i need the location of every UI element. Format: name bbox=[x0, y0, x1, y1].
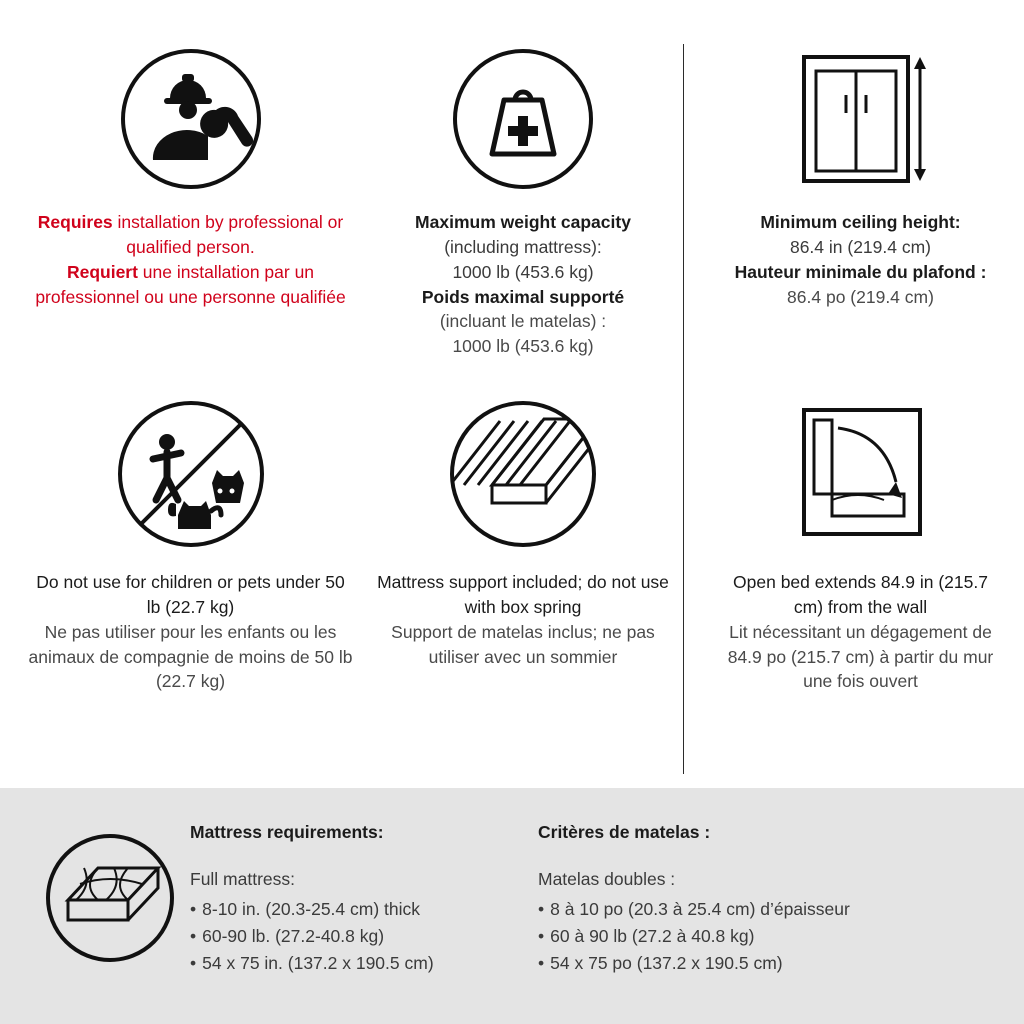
caption-bed-extends-en: Open bed extends 84.9 in (215.7 cm) from the wall bbox=[733, 572, 988, 617]
caption-mattress-support-en: Mattress support included; do not use with box spring bbox=[377, 572, 669, 617]
caption-installation-fr-rest: une installation par un professionnel ou une personne qualifiée bbox=[35, 261, 346, 307]
list-item: • 54 x 75 po (137.2 x 190.5 cm) bbox=[538, 950, 994, 977]
vertical-divider bbox=[683, 44, 684, 774]
caption-no-children-pets-fr: Ne pas utiliser pour les enfants ou les animaux de compagnie de moins de 50 lb (22.7 kg) bbox=[28, 621, 353, 692]
caption-weight-fr-2: (incluant le matelas) : bbox=[439, 311, 607, 332]
grid-cell-weight bbox=[363, 44, 683, 394]
mattress-requirements-fr-title: Critères de matelas : bbox=[538, 822, 711, 842]
caption-installation-en-lead: Requires bbox=[37, 212, 113, 232]
caption-ceiling-fr-1: Hauteur minimale du plafond : bbox=[734, 261, 987, 282]
mattress-requirements-fr-list bbox=[538, 896, 994, 977]
list-item: • 8 à 10 po (20.3 à 25.4 cm) d’épaisseur bbox=[538, 896, 994, 923]
caption-weight-en-2: (including mattress): bbox=[444, 236, 602, 257]
grid-cell-bed-extends bbox=[683, 394, 1006, 694]
caption-ceiling-fr-2: 86.4 po (219.4 cm) bbox=[787, 286, 934, 307]
ceiling-height-icon bbox=[790, 44, 932, 194]
caption-bed-extends-fr: Lit nécessitant un dégagement de 84.9 po (215.7 cm) à partir du mur une fois ouvert bbox=[727, 621, 994, 692]
list-item: • 54 x 75 in. (137.2 x 190.5 cm) bbox=[190, 950, 538, 977]
list-item: • 60-90 lb. (27.2-40.8 kg) bbox=[190, 923, 538, 950]
mattress-support-icon bbox=[448, 394, 598, 554]
caption-ceiling-en-1: Minimum ceiling height: bbox=[760, 212, 961, 232]
caption-ceiling bbox=[735, 210, 987, 309]
caption-mattress-support-fr: Support de matelas inclus; ne pas utiliser avec un sommier bbox=[391, 621, 655, 667]
grid-cell-mattress-support bbox=[363, 394, 683, 694]
caption-weight-en-3: 1000 lb (453.6 kg) bbox=[452, 261, 594, 282]
grid-cell-ceiling bbox=[683, 44, 1006, 394]
bed-extends-from-wall-icon bbox=[786, 394, 936, 554]
caption-mattress-support bbox=[373, 570, 673, 669]
caption-installation bbox=[28, 210, 353, 309]
installer-helmet-wrench-icon bbox=[120, 44, 262, 194]
caption-installation-en-rest: installation by professional or qualified person. bbox=[112, 212, 344, 257]
caption-weight-en-1: Maximum weight capacity bbox=[415, 212, 631, 232]
icon-grid bbox=[18, 44, 1006, 694]
caption-bed-extends bbox=[725, 570, 996, 694]
mattress-requirements-fr-subtitle: Matelas doubles : bbox=[538, 869, 676, 889]
list-item: • 8-10 in. (20.3-25.4 cm) thick bbox=[190, 896, 538, 923]
weight-capacity-icon bbox=[452, 44, 594, 194]
list-item: • 60 à 90 lb (27.2 à 40.8 kg) bbox=[538, 923, 994, 950]
caption-weight-fr-1: Poids maximal supporté bbox=[421, 286, 625, 307]
mattress-requirements-en-list bbox=[190, 896, 538, 977]
mattress-icon bbox=[30, 814, 190, 968]
caption-no-children-pets-en: Do not use for children or pets under 50 lb (22.7 kg) bbox=[36, 572, 345, 617]
mattress-requirements-en-title: Mattress requirements: bbox=[190, 822, 384, 842]
bottom-section bbox=[0, 788, 1024, 1024]
mattress-requirements-en-subtitle: Full mattress: bbox=[190, 869, 296, 889]
caption-no-children-pets bbox=[28, 570, 353, 694]
caption-ceiling-en-2: 86.4 in (219.4 cm) bbox=[789, 236, 932, 257]
caption-weight bbox=[415, 210, 631, 359]
mattress-requirements-fr bbox=[538, 814, 994, 977]
no-children-no-pets-icon bbox=[116, 394, 266, 554]
grid-cell-no-children-pets bbox=[18, 394, 363, 694]
caption-installation-fr-lead: Requiert bbox=[66, 261, 138, 282]
caption-weight-fr-3: 1000 lb (453.6 kg) bbox=[452, 336, 594, 357]
mattress-requirements-en bbox=[190, 814, 538, 977]
grid-cell-installation bbox=[18, 44, 363, 394]
